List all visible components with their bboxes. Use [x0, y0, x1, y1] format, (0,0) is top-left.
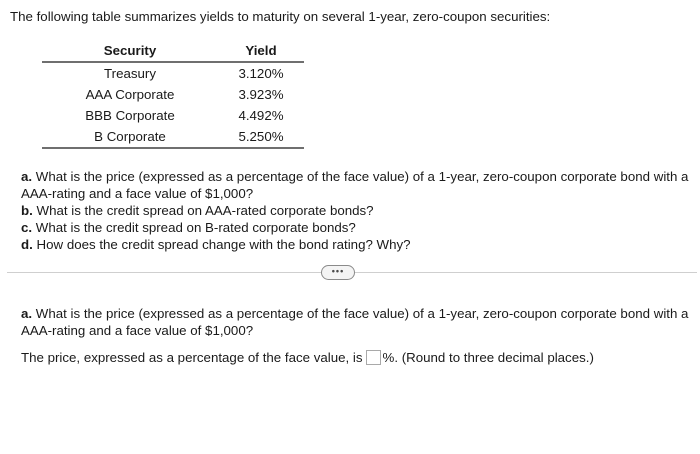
question-c-label: c.	[21, 220, 33, 235]
table-header-row	[42, 41, 304, 63]
problem-intro: The following table summarizes yields to maturity on several 1-year, zero-coupon securities:	[10, 9, 551, 24]
yield-cell: 4.492%	[238, 108, 284, 123]
question-a-label: a.	[21, 169, 33, 184]
expand-more-button[interactable]: •••	[321, 265, 355, 280]
yield-cell: 5.250%	[238, 129, 284, 144]
answer-line	[21, 348, 594, 368]
question-d	[21, 236, 693, 253]
question-list	[21, 168, 693, 253]
answer-suffix: %. (Round to three decimal places.)	[382, 350, 594, 365]
security-cell: AAA Corporate	[85, 87, 175, 102]
yield-cell: 3.923%	[238, 87, 284, 102]
question-d-text: How does the credit spread change with the bond rating? Why?	[32, 237, 411, 252]
answer-question-a	[21, 305, 693, 339]
question-b	[21, 202, 693, 219]
price-answer-input[interactable]	[366, 350, 381, 365]
question-a-text: What is the price (expressed as a percentage of the face value) of a 1-year, zero-coupon corporate bond with a AAA-rating and a face value of $1,000?	[21, 169, 689, 201]
table-row	[42, 63, 304, 84]
security-cell: Treasury	[104, 66, 156, 81]
answer-question-label: a.	[21, 306, 33, 321]
header-yield: Yield	[245, 43, 277, 58]
question-b-label: b.	[21, 203, 33, 218]
answer-prompt: The price, expressed as a percentage of the face value, is	[21, 350, 363, 365]
answer-question-text: What is the price (expressed as a percentage of the face value) of a 1-year, zero-coupon corporate bond with a AAA-rating and a face value of $1,000?	[21, 306, 689, 338]
question-a	[21, 168, 693, 202]
header-security: Security	[103, 43, 157, 58]
table-row	[42, 84, 304, 105]
table-row	[42, 126, 304, 149]
question-c	[21, 219, 693, 236]
question-c-text: What is the credit spread on B-rated corporate bonds?	[32, 220, 356, 235]
answer-question	[21, 305, 693, 339]
question-b-text: What is the credit spread on AAA-rated corporate bonds?	[32, 203, 374, 218]
question-d-label: d.	[21, 237, 33, 252]
yield-table	[42, 41, 304, 149]
security-cell: BBB Corporate	[85, 108, 175, 123]
yield-cell: 3.120%	[238, 66, 284, 81]
table-row	[42, 105, 304, 126]
security-cell: B Corporate	[94, 129, 166, 144]
